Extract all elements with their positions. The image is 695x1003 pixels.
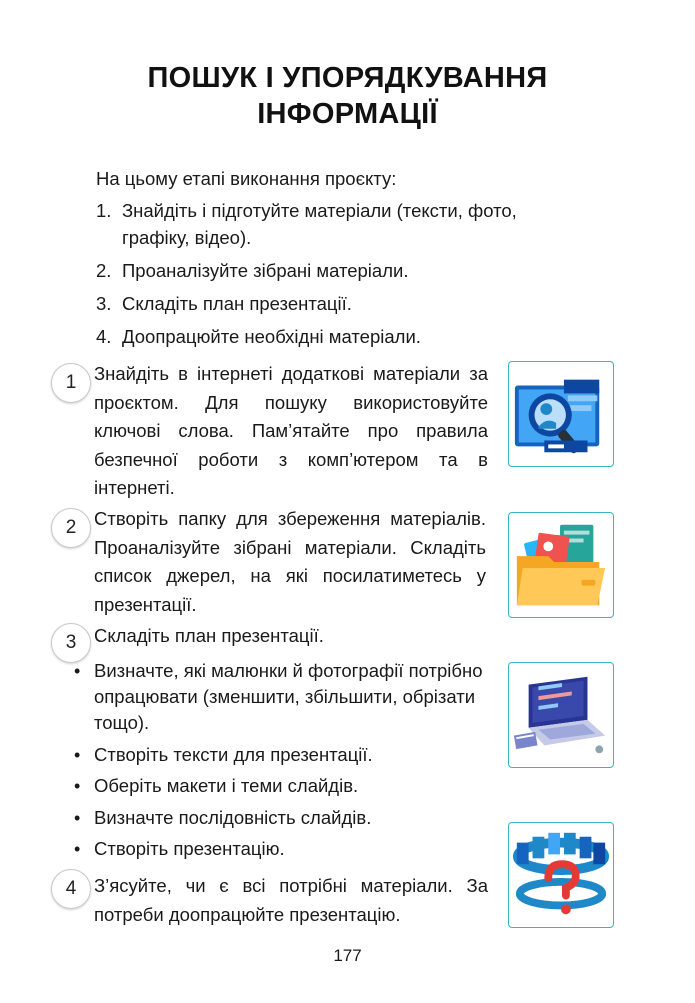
step-4-illustration bbox=[508, 822, 614, 928]
bullet-list-item: • Визначте послідовність слайдів. bbox=[74, 805, 494, 831]
bullet-text: Визначте послідовність слайдів. bbox=[94, 806, 372, 828]
folder-files-icon bbox=[509, 513, 613, 617]
step-4-text: З’ясуйте, чи є всі потрібні матеріали. За потреби доопрацюйте презентацію. bbox=[94, 875, 488, 925]
bullet-text: Створіть презентацію. bbox=[94, 838, 285, 859]
question-slides-icon bbox=[509, 823, 613, 927]
ordered-list-text: Складіть план презентації. bbox=[122, 293, 352, 314]
ordered-list-text: Проаналізуйте зібрані матеріали. bbox=[122, 260, 409, 281]
ordered-list-item bbox=[96, 323, 576, 350]
page-title bbox=[0, 60, 695, 132]
ordered-list-text: Знайдіть і підготуйте матеріали (тексти, фото, графіку, відео). bbox=[122, 200, 517, 248]
step-3-text: Складіть план презентації. bbox=[94, 625, 324, 646]
ordered-list-number: 1. bbox=[96, 200, 112, 221]
step-number-badge: 2 bbox=[51, 508, 91, 548]
step-1-text: Знайдіть в інтернеті додаткові матеріали за проєктом. Для пошуку використовуйте ключові слова. Пам’ятайте про правила безпечної роботи з комп’ютером та в інтернеті. bbox=[94, 363, 488, 498]
ordered-list-number: 2. bbox=[96, 260, 112, 281]
ordered-list bbox=[96, 197, 576, 356]
bullet-list-item: • Оберіть макети і теми слайдів. bbox=[74, 773, 494, 799]
step-number-badge: 4 bbox=[51, 869, 91, 909]
step-number-badge: 1 bbox=[51, 363, 91, 403]
ordered-list-item bbox=[96, 257, 576, 284]
step-2-illustration bbox=[508, 512, 614, 618]
page-number: 177 bbox=[333, 946, 362, 965]
bullet-text: Визначте, які малюнки й фотографії потрібно опрацювати (зменшити, збільшити, обрізати тощо). bbox=[94, 660, 483, 733]
ordered-list-number: 4. bbox=[96, 326, 112, 347]
bullet-list-item: • Визначте, які малюнки й фотографії потрібно опрацювати (зменшити, збільшити, обрізати тощо). bbox=[74, 658, 494, 736]
bullet-text: Створіть тексти для презентації. bbox=[94, 743, 373, 765]
bullet-list-item: • Створіть презентацію. bbox=[74, 836, 494, 862]
ordered-list-text: Доопрацюйте необхідні матеріали. bbox=[122, 326, 421, 347]
page-title-line-1: ПОШУК І УПОРЯДКУВАННЯ bbox=[147, 62, 548, 94]
step-3-illustration bbox=[508, 662, 614, 768]
page-title-line-2: ІНФОРМАЦІЇ bbox=[257, 98, 438, 130]
step-2-text: Створіть папку для збереження матеріалів. Проаналізуйте зібрані матеріали. Складіть список джерел, на які посилатиметесь у презентації. bbox=[94, 508, 486, 615]
ordered-list-item bbox=[96, 197, 576, 251]
step-number-badge: 3 bbox=[51, 623, 91, 663]
ordered-list-item bbox=[96, 290, 576, 317]
bullet-list-item: • Створіть тексти для презентації. bbox=[74, 742, 494, 768]
bullet-list bbox=[74, 658, 494, 868]
step-1-illustration bbox=[508, 361, 614, 467]
bullet-text: Оберіть макети і теми слайдів. bbox=[94, 775, 359, 796]
intro-text: На цьому етапі виконання проєкту: bbox=[96, 168, 397, 189]
magnifier-search-icon bbox=[509, 362, 613, 466]
laptop-workspace-icon bbox=[509, 663, 613, 767]
ordered-list-number: 3. bbox=[96, 293, 112, 314]
